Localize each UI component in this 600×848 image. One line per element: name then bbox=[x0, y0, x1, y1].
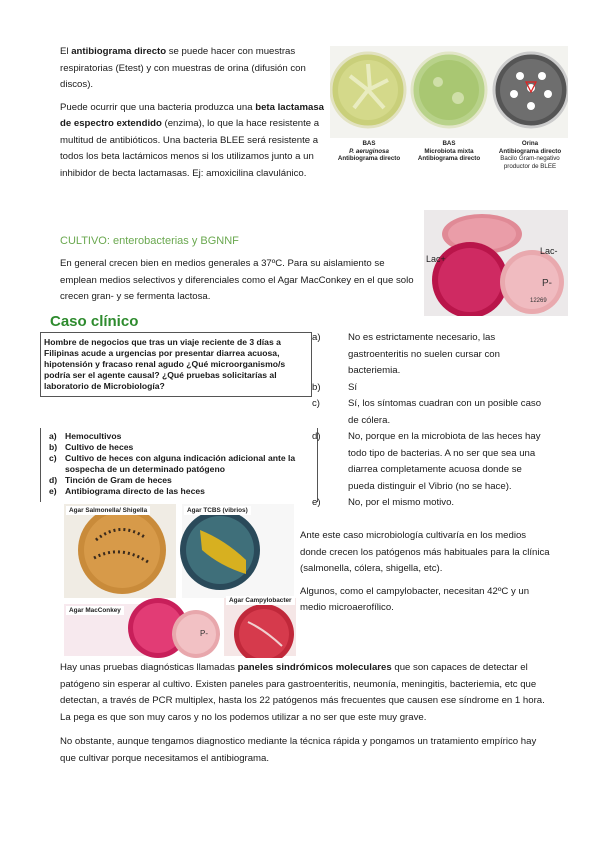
case-options-list bbox=[49, 431, 313, 497]
case-option: b) Cultivo de heces bbox=[49, 442, 134, 452]
cultivo-heading: CULTIVO: enterobacterias y BGNNF bbox=[60, 235, 239, 247]
agar-macconkey-label: Agar MacConkey bbox=[66, 606, 124, 615]
plate-caption-3: Orina Antibiograma directo Bacilo Gram-negativo productor de BLEE bbox=[498, 140, 562, 170]
final-paragraph-2: No obstante, aunque tengamos diagnostico mediante la técnica rápida y pongamos un tratamiento empírico hay que cultivar porque necesitamos el antibiograma. bbox=[60, 736, 537, 764]
case-option: c) Cultivo de heces con alguna indicación adicional ante la sospecha de un determinado patógeno bbox=[49, 453, 296, 474]
intro-paragraph-2: Puede ocurrir que una bacteria produzca una beta lactamasa de espectro extendido (enzima), lo que la hace resistente a multitud de antibióticos. Una bacteria BLEE será resistente a todos los beta lactámicos menos si los utilizamos junto a un inhibidor de becta lactamasas. Ej: amoxicilina clavulánico. bbox=[60, 101, 324, 179]
case-option: d) Tinción de Gram de heces bbox=[49, 475, 172, 485]
case-answer: d) No, porque en la microbiota de las heces hay todo tipo de bacterias. A no ser que sea una diarrea completamente acuosa donde se pueda distinguir el Vibrio (no se hace). bbox=[312, 431, 541, 492]
lac-negative-label: Lac- bbox=[540, 246, 558, 256]
antibiogram-plates-image bbox=[330, 46, 568, 138]
medios-text bbox=[300, 528, 550, 617]
case-answers bbox=[312, 330, 542, 512]
case-answer: b) Sí bbox=[312, 381, 358, 393]
svg-text:P-: P- bbox=[542, 278, 552, 289]
case-question-box bbox=[40, 332, 312, 397]
case-option: a) Hemocultivos bbox=[49, 431, 122, 441]
case-option: e) Antibiograma directo de las heces bbox=[49, 486, 205, 496]
cultivo-text: En general crecen bien en medios generales a 37ºC. Para su aislamiento se emplean medios selectivos y diferenciales como el Agar MacConkey en el que solo crecen gran- y se fermenta lactosa. bbox=[60, 258, 414, 302]
final-paragraph-1: Hay unas pruebas diagnósticas llamadas paneles sindrómicos moleculares que son capaces de detectar el patógeno sin esperar al cultivo. Existen paneles para gastroenteritis, neumonía, meningitis, bacteriemia, etc que detectan, a través de PCR multiplex, hasta los 22 patógenos más frecuentes que causen ese síndrome en 1 hora. La pega es que son muy caros y no los podemos utilizar a no ser que este muy grave. bbox=[60, 662, 545, 723]
case-title: Caso clínico bbox=[50, 313, 139, 330]
agar-plates-image bbox=[60, 500, 298, 658]
intro-section bbox=[60, 44, 325, 182]
case-answer: a) No es estrictamente necesario, las gastroenteritis no suelen cursar con bacteriemia. bbox=[312, 332, 500, 376]
agar-tcbs-label: Agar TCBS (vibrios) bbox=[184, 506, 251, 515]
case-answer: e) No, por el mismo motivo. bbox=[312, 497, 455, 508]
case-question-text: Hombre de negocios que tras un viaje reciente de 3 días a Filipinas acude a urgencias por presentar diarrea acuosa, hipotensión y fracaso renal agudo ¿Qué microorganismo/s podría ser el agente causal? ¿Qué pruebas solicitarías al laboratorio de Microbiología? bbox=[44, 337, 286, 391]
svg-text:12269: 12269 bbox=[530, 298, 547, 304]
case-answer: c) Sí, los síntomas cuadran con un posible caso de cólera. bbox=[312, 398, 542, 426]
plate-caption-2: BAS Microbiota mixta Antibiograma directo bbox=[417, 140, 481, 162]
macconkey-plates-photo bbox=[424, 210, 568, 316]
intro-paragraph-1: El antibiograma directo se puede hacer con muestras respiratorias (Etest) y con muestras de orina (difusión con discos). bbox=[60, 46, 306, 90]
case-options-box bbox=[40, 428, 318, 502]
medios-paragraph-1: Ante este caso microbiología cultivaría en los medios donde crecen los patógenos más habituales para la clínica (salmonella, cólera, shigella, etc). bbox=[300, 530, 550, 574]
lac-positive-label: Lac+ bbox=[426, 254, 446, 264]
agar-salmonella-label: Agar Salmonella/ Shigella bbox=[66, 506, 150, 515]
svg-text:P-: P- bbox=[200, 629, 208, 638]
antibiogram-plates-figure bbox=[330, 46, 568, 170]
final-section bbox=[60, 660, 545, 767]
plate-caption-1: BAS P. aeruginosa Antibiograma directo bbox=[337, 140, 401, 162]
agar-plates-collage bbox=[60, 500, 298, 658]
medios-paragraph-2: Algunos, como el campylobacter, necesitan 42ºC y un medio microaerofílico. bbox=[300, 585, 530, 613]
agar-campylobacter-label: Agar Campylobacter bbox=[226, 596, 295, 605]
